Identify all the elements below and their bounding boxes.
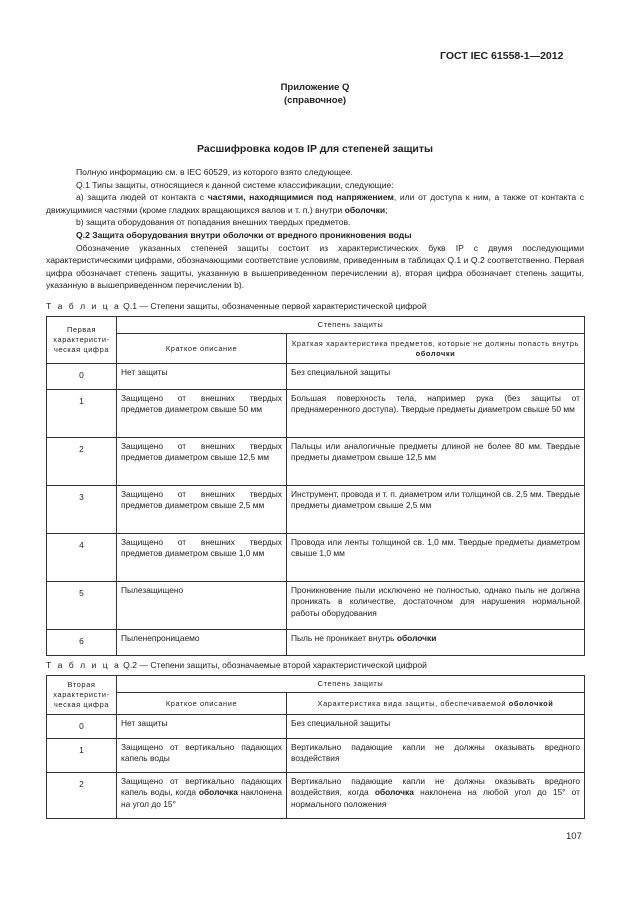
table1-char: Провода или ленты толщиной св. 1,0 мм. Твердые предметы диаметром свыше 1,0 мм xyxy=(287,534,585,582)
table-q1 xyxy=(46,316,585,656)
table1-digit: 6 xyxy=(47,630,117,656)
table1-char: Проникновение пыли исключено не полностью, однако пыль не должна проникать в количестве, достаточном для нарушения нормальной работы оборудования xyxy=(287,582,585,630)
table1-col-group: Степень защиты xyxy=(117,317,585,334)
table1-short: Защищено от внешних твердых предметов диаметром свыше 2,5 мм xyxy=(117,486,287,534)
document-header: ГОСТ IEC 61558-1—2012 xyxy=(440,50,564,62)
intro-p3-text2: , или от доступа к ним, а также от контакта с движущимися частями (кроме гладких вращающихся валов и т. п.) внутри xyxy=(46,192,585,215)
table1-short: Нет защиты xyxy=(117,364,287,390)
table1-short: Защищено от внешних твердых предметов диаметром свыше 12,5 мм xyxy=(117,438,287,486)
table1-char-bold: оболочки xyxy=(396,633,437,643)
table2-short-bold: оболочка xyxy=(198,787,238,798)
table2-caption xyxy=(46,660,427,670)
table2-short-text: Защищено от вертикально падающих капель воды xyxy=(121,742,282,764)
table2-caption-text: Q.2 — Степени защиты, обозначаемые второй характеристической цифрой xyxy=(120,660,427,670)
intro-p3-bold: частями, находящимися под напряжением xyxy=(207,192,394,203)
table1-col-char-text: Краткая характеристика предметов, которые не должны попасть внутрь xyxy=(291,338,580,348)
intro-p6: Обозначение указанных степеней защиты состоит из характеристических букв IP с двумя последующими характеристическими цифрами, обозначающими соответствие условиям, приведенным в таблицах Q.1 и Q.2 соответственно. Первая цифра обозначает степень защиты, указанную в вышеприведенном перечислении а), вторая цифра обозначает степень защиты, указанную в вышеприведенном перечислении b). xyxy=(46,242,584,291)
table1-short: Пыленепроницаемо xyxy=(117,630,287,656)
table1-digit: 0 xyxy=(47,364,117,390)
table1-char: Без специальной защиты xyxy=(287,364,585,390)
table1-digit: 5 xyxy=(47,582,117,630)
table2-col-char-bold: оболочкой xyxy=(508,698,554,708)
table1-char xyxy=(287,630,585,656)
table1-col-short: Краткое описание xyxy=(117,334,287,364)
table1-short: Защищено от внешних твердых предметов диаметром свыше 50 мм xyxy=(117,390,287,438)
intro-p5: Q.2 Защита оборудования внутри оболочки от вредного проникновения воды xyxy=(76,229,412,240)
table2-char xyxy=(287,715,585,739)
table1-col-char xyxy=(287,334,585,364)
table1-short: Пылезащищено xyxy=(117,582,287,630)
table2-digit: 1 xyxy=(47,739,117,773)
intro-text xyxy=(46,166,584,292)
table1-caption-text: Q.1 — Степени защиты, обозначенные первой характеристической цифрой xyxy=(120,301,427,311)
table2-digit: 2 xyxy=(47,773,117,819)
table2-short-text: Нет защиты xyxy=(121,718,168,728)
table2-char-text2: наклонена на любой угол до 15° от нормального положения xyxy=(291,787,580,809)
table2-short-text: Защищено от вертикально падающих капель воды, когда xyxy=(121,776,282,798)
table1-char: Инструмент, провода и т. п. диаметром или толщиной св. 2,5 мм. Твердые предметы диаметром свыше 2,5 мм xyxy=(287,486,585,534)
table2-col-group: Степень защиты xyxy=(117,676,585,693)
table1-short: Защищено от внешних твердых предметов диаметром свыше 1,0 мм xyxy=(117,534,287,582)
table2-caption-prefix: Т а б л и ц а xyxy=(46,660,121,670)
table2-char xyxy=(287,773,585,819)
intro-p3 xyxy=(46,191,584,216)
table1-digit: 3 xyxy=(47,486,117,534)
page-number: 107 xyxy=(566,831,582,842)
table-q2 xyxy=(46,675,585,819)
table2-char-text: Вертикально падающие капли не должны оказывать вредного воздействия, когда xyxy=(291,776,580,798)
table2-short xyxy=(117,773,287,819)
table2-short xyxy=(117,715,287,739)
table2-digit: 0 xyxy=(47,715,117,739)
table1-char: Пальцы или аналогичные предметы длиной не более 80 мм. Твердые предметы диаметром свыше 12,5 мм xyxy=(287,438,585,486)
table1-col-char-bold: оболочки xyxy=(415,348,456,358)
table2-short xyxy=(117,739,287,773)
table2-char-text: Вертикально падающие капли не должны оказывать вредного воздействия xyxy=(291,742,580,764)
table1-digit: 2 xyxy=(47,438,117,486)
table1-col-digit: Первая характеристи-ческая цифра xyxy=(47,317,117,364)
table2-short-text2: наклонена на угол до 15° xyxy=(121,787,282,809)
appendix-title: Приложение Q xyxy=(280,82,350,93)
intro-p3-text: а) защита людей от контакта с xyxy=(76,192,208,203)
table2-col-digit: Вторая характеристи-ческая цифра xyxy=(47,676,117,715)
table2-char-text: Без специальной защиты xyxy=(291,718,391,728)
table2-col-char-text: Характеристика вида защиты, обеспечиваемой xyxy=(317,698,507,708)
intro-p1: Полную информацию см. в IEC 60529, из которого взято следующее. xyxy=(76,167,353,177)
table2-char-bold: оболочка xyxy=(374,787,414,798)
intro-p2: Q.1 Типы защиты, относящиеся к данной системе классификации, следующие: xyxy=(76,179,394,190)
table2-col-char xyxy=(287,693,585,715)
table1-char: Большая поверхность тела, например рука (без защиты от преднамеренного доступа). Твердые предметы диаметром свыше 50 мм xyxy=(287,390,585,438)
table1-caption xyxy=(46,301,427,311)
table2-char xyxy=(287,739,585,773)
table1-digit: 4 xyxy=(47,534,117,582)
table1-caption-prefix: Т а б л и ц а xyxy=(46,301,121,311)
table1-digit: 1 xyxy=(47,390,117,438)
intro-p3-text3: ; xyxy=(385,204,388,215)
intro-p4: b) защита оборудования от попадания внешних твердых предметов. xyxy=(76,217,351,228)
intro-p3-bold2: оболочки xyxy=(344,204,386,215)
table1-char-text: Пыль не проникает внутрь xyxy=(291,633,397,643)
appendix-subtitle: (справочное) xyxy=(283,95,347,106)
table2-col-short: Краткое описание xyxy=(117,693,287,715)
section-heading: Расшифровка кодов IP для степеней защиты xyxy=(196,143,433,155)
